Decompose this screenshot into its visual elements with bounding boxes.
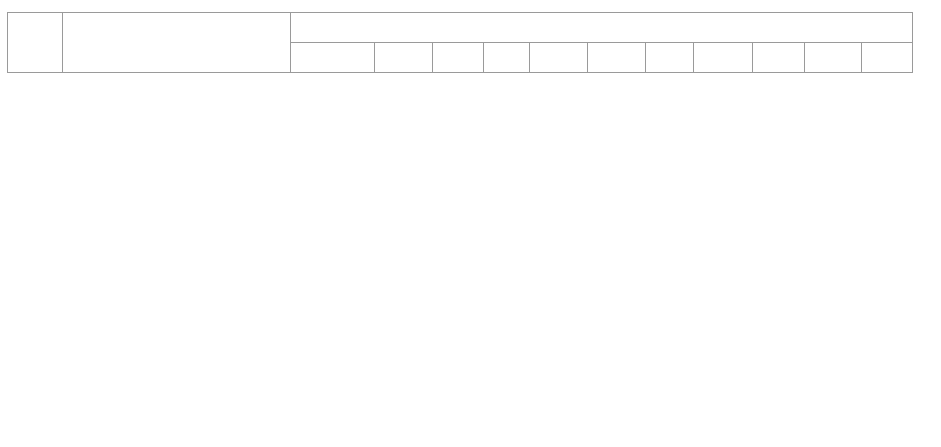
size-header-cell — [753, 43, 805, 73]
size-header-cell — [588, 43, 646, 73]
size-header-cell — [375, 43, 433, 73]
type-header — [8, 13, 63, 73]
size-header-cell — [646, 43, 694, 73]
dimension-header — [291, 13, 913, 43]
size-header-cell — [433, 43, 484, 73]
size-header-cell — [530, 43, 588, 73]
drawing-header — [63, 13, 291, 73]
size-header-cell — [862, 43, 913, 73]
spec-table — [7, 12, 913, 73]
size-header-cell — [484, 43, 530, 73]
size-header-cell — [694, 43, 753, 73]
size-label — [291, 43, 375, 73]
size-header-cell — [805, 43, 862, 73]
